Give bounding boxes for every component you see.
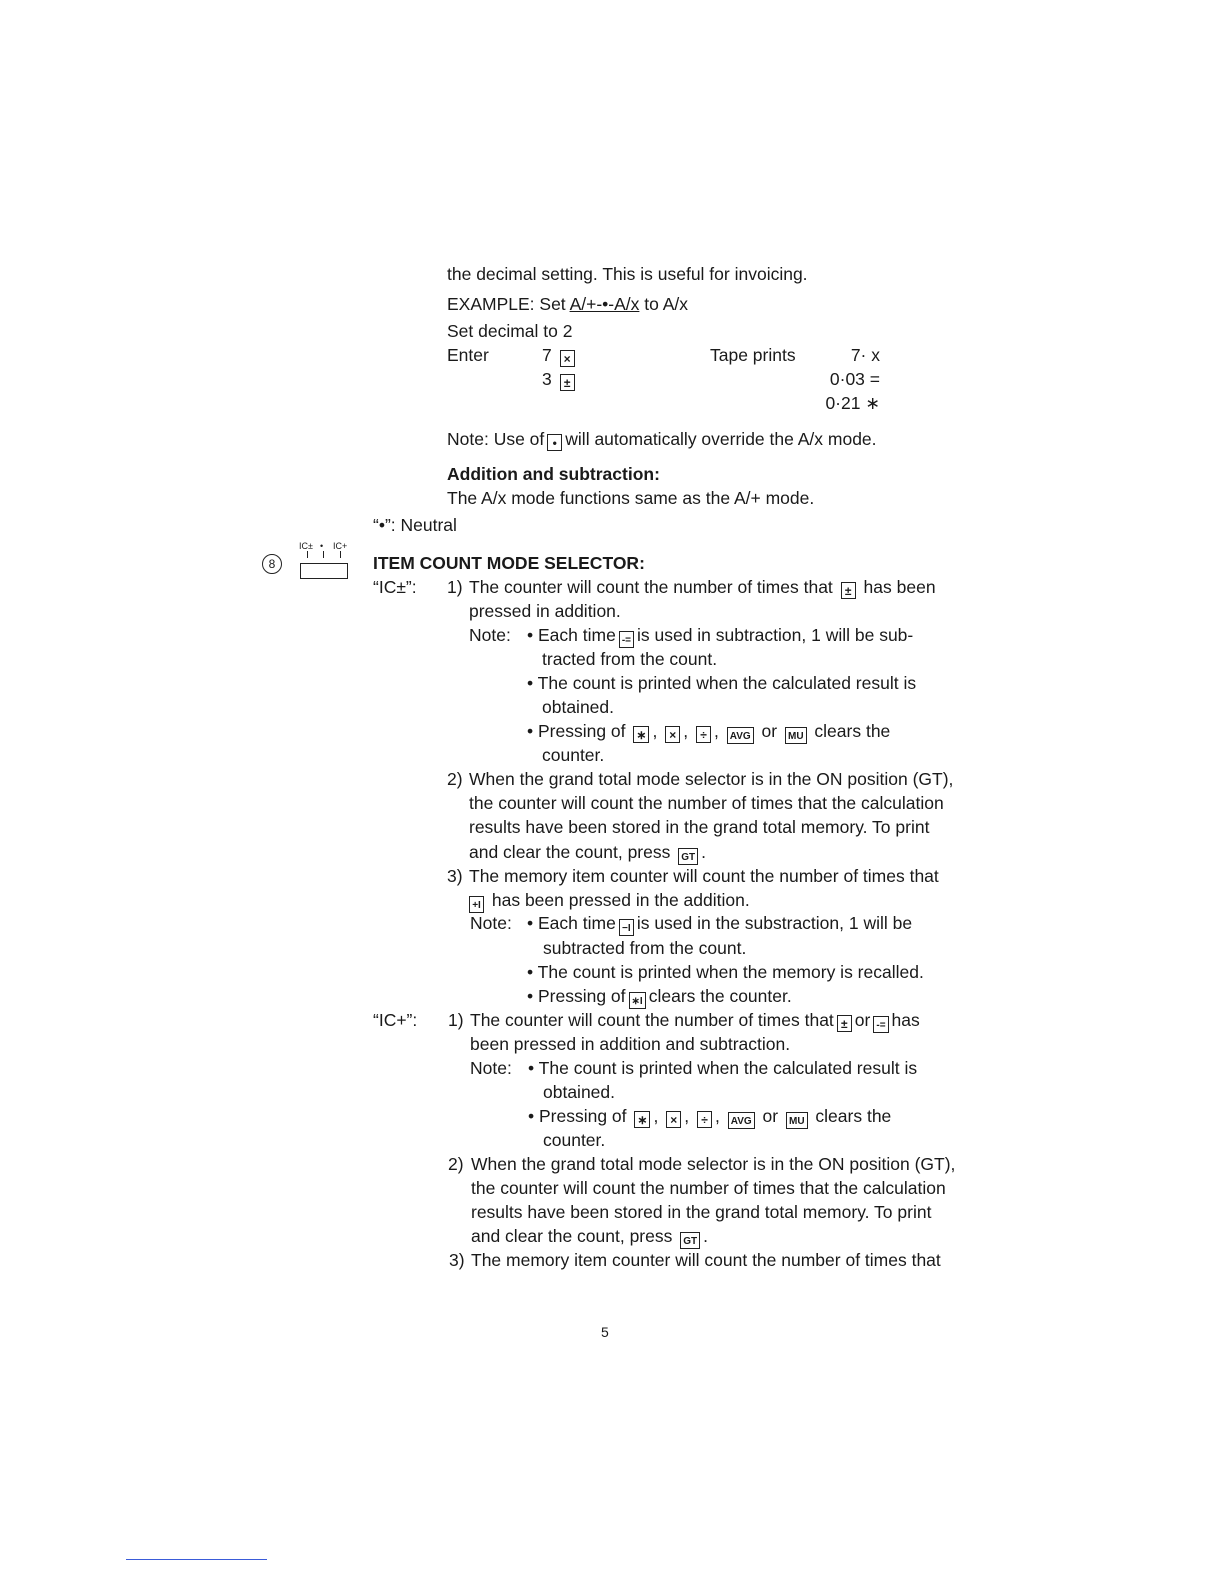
scan-edge-line xyxy=(126,1559,267,1560)
icplus-note-b2-line-2: counter. xyxy=(543,1130,606,1150)
icpm-item-3-num: 3) xyxy=(447,866,463,886)
multiply-key-icon: × xyxy=(665,726,680,743)
icplus-item-1-line-2: been pressed in addition and subtraction. xyxy=(470,1034,791,1054)
icpm-item-2-line-4 xyxy=(469,844,706,865)
icpm-i1-text-a: The counter will count the number of times that xyxy=(469,577,833,597)
example-suffix: to A/x xyxy=(639,294,689,314)
plus-equals-key-icon: ± xyxy=(560,374,575,391)
plus-equals-key-icon: ± xyxy=(841,582,856,599)
intro-line-1: the decimal setting. This is useful for invoicing. xyxy=(447,264,808,284)
decimal-point-key-icon: • xyxy=(547,434,562,451)
mu-key-icon: MU xyxy=(785,727,807,744)
icpm-item-1-line-2: pressed in addition. xyxy=(469,601,621,621)
heading-item-count-selector: ITEM COUNT MODE SELECTOR: xyxy=(373,553,645,573)
example-line xyxy=(447,296,688,314)
neutral-line: “•”: Neutral xyxy=(373,515,457,535)
icpm-b3-text-a: • Pressing of xyxy=(527,721,626,741)
note-dot-override xyxy=(447,431,877,451)
icpm-i1-text-b: has been xyxy=(863,577,936,597)
icpm-b1-text-a: • Each time xyxy=(527,625,616,645)
icpm-note-b1-line-2: tracted from the count. xyxy=(542,649,718,669)
or-word: or xyxy=(761,721,778,741)
icplus-b2-text-b: clears the xyxy=(815,1106,892,1126)
enter-label: Enter xyxy=(447,345,489,365)
set-decimal-line: Set decimal to 2 xyxy=(447,321,573,341)
plus-equals-key-icon: ± xyxy=(837,1015,852,1032)
icpm-item-3-line-2 xyxy=(466,892,750,913)
icpm-item-2-num: 2) xyxy=(447,769,463,789)
icpm-n3-text-f: clears the counter. xyxy=(648,986,792,1006)
or-word: or xyxy=(854,1010,871,1030)
icplus-item-3-line-1: The memory item counter will count the number of times that xyxy=(471,1250,941,1270)
comma: , xyxy=(684,1106,690,1126)
star-key-icon: ∗ xyxy=(633,726,649,743)
icpm-label: “IC±”: xyxy=(373,577,417,597)
comma: , xyxy=(652,721,658,741)
icpm-note-label: Note: xyxy=(469,625,511,645)
avg-key-icon: AVG xyxy=(727,727,754,744)
icpm-i3-text-b: has been pressed in the addition. xyxy=(491,890,750,910)
switch-label-ic-plus: IC+ xyxy=(333,541,348,551)
icpm-note3-b2: • The count is printed when the memory is recalled. xyxy=(527,962,924,982)
switch-tick-2 xyxy=(323,551,324,558)
icplus-item-1-line-1 xyxy=(470,1012,920,1033)
icplus-note-b1-line-2: obtained. xyxy=(543,1082,616,1102)
icpm-n3-text-a: • Each time xyxy=(527,913,616,933)
icpm-note-b2-line-2: obtained. xyxy=(542,697,615,717)
divide-key-icon: ÷ xyxy=(696,726,711,743)
icpm-n3-text-e: • Pressing of xyxy=(527,986,626,1006)
comma: , xyxy=(653,1106,659,1126)
icplus-i2-text-d: and clear the count, press xyxy=(471,1226,673,1246)
comma: , xyxy=(714,1106,720,1126)
minus-equals-key-icon: -= xyxy=(873,1016,888,1033)
icplus-item-3-num: 3) xyxy=(449,1250,465,1270)
period: . xyxy=(701,842,707,862)
icpm-note-b3-line-2: counter. xyxy=(542,745,605,765)
icpm-note3-b1-line-1 xyxy=(527,915,912,936)
memory-plus-key-icon: +I xyxy=(469,896,484,913)
icplus-i1-text-b: has xyxy=(891,1010,920,1030)
icplus-item-2-line-2: the counter will count the number of times that the calculation xyxy=(471,1178,946,1198)
multiply-key-icon: × xyxy=(666,1111,681,1128)
page-number: 5 xyxy=(601,1324,609,1340)
switch-label-ic-pm: IC± xyxy=(299,541,313,551)
icplus-item-2-num: 2) xyxy=(448,1154,464,1174)
icpm-item-1-num: 1) xyxy=(447,577,463,597)
icpm-note-b1-line-1 xyxy=(527,627,913,648)
icplus-note-label: Note: xyxy=(470,1058,512,1078)
icplus-b2-text-a: • Pressing of xyxy=(528,1106,627,1126)
tape-prints-label: Tape prints xyxy=(710,345,796,365)
icpm-item-1-line-1 xyxy=(469,579,936,599)
note-prefix: Note: Use of xyxy=(447,429,545,449)
icpm-note3-label: Note: xyxy=(470,913,512,933)
addsub-text: The A/x mode functions same as the A/+ mode. xyxy=(447,488,815,508)
icplus-note-b2-line-1 xyxy=(528,1108,891,1129)
tape-line-2: 0·03 = xyxy=(829,369,880,389)
gt-key-icon: GT xyxy=(680,1232,700,1249)
divide-key-icon: ÷ xyxy=(697,1111,712,1128)
period: . xyxy=(703,1226,709,1246)
switch-tick-3 xyxy=(340,551,341,558)
tape-line-1: 7· x xyxy=(850,345,880,365)
icplus-label: “IC+”: xyxy=(373,1010,418,1030)
item-number-badge: 8 xyxy=(262,554,282,574)
icpm-n3-text-b: is used in the substraction, 1 will be xyxy=(636,913,913,933)
icplus-item-2-line-4 xyxy=(471,1228,708,1249)
note-suffix: will automatically override the A/x mode. xyxy=(565,429,877,449)
icpm-item-2-line-3: results have been stored in the grand total memory. To print xyxy=(469,817,930,837)
switch-label-dot: • xyxy=(320,541,324,551)
enter-input-1 xyxy=(542,347,578,367)
input-value-2: 3 xyxy=(542,369,552,389)
icpm-item-3-line-1: The memory item counter will count the number of times that xyxy=(469,866,939,886)
icplus-note-b1-line-1: • The count is printed when the calculated result is xyxy=(528,1058,918,1078)
star-key-icon: ∗ xyxy=(634,1111,650,1128)
tape-line-3: 0·21 ∗ xyxy=(825,393,880,413)
icpm-b1-text-b: is used in subtraction, 1 will be sub- xyxy=(636,625,914,645)
example-prefix: EXAMPLE: Set xyxy=(447,294,570,314)
icpm-note3-b1-line-2: subtracted from the count. xyxy=(543,938,747,958)
comma: , xyxy=(713,721,719,741)
multiply-key-icon: × xyxy=(560,350,575,367)
comma: , xyxy=(683,721,689,741)
icpm-note-b3-line-1 xyxy=(527,723,890,744)
mu-key-icon: MU xyxy=(786,1112,808,1129)
icplus-item-2-line-3: results have been stored in the grand total memory. To print xyxy=(471,1202,932,1222)
heading-addition-subtraction: Addition and subtraction: xyxy=(447,464,660,484)
switch-tick-1 xyxy=(307,551,308,558)
icpm-b3-text-b: clears the xyxy=(814,721,891,741)
gt-key-icon: GT xyxy=(678,848,698,865)
icpm-note3-b3 xyxy=(527,988,792,1009)
icplus-item-2-line-1: When the grand total mode selector is in the ON position (GT), xyxy=(471,1154,956,1174)
memory-minus-key-icon: −I xyxy=(619,919,634,936)
avg-key-icon: AVG xyxy=(728,1112,755,1129)
icpm-item-2-line-2: the counter will count the number of times that the calculation xyxy=(469,793,944,813)
selector-switch-icon xyxy=(300,563,348,579)
icpm-i2-text-d: and clear the count, press xyxy=(469,842,671,862)
icplus-i1-text-a: The counter will count the number of times that xyxy=(470,1010,834,1030)
minus-equals-key-icon: -= xyxy=(619,631,634,648)
icpm-note-b2-line-1: • The count is printed when the calculated result is xyxy=(527,673,917,693)
or-word: or xyxy=(762,1106,779,1126)
memory-star-key-icon: ∗I xyxy=(629,992,646,1009)
input-value-1: 7 xyxy=(542,345,552,365)
enter-input-2 xyxy=(542,371,578,391)
example-underlined: A/+-•-A/x xyxy=(569,294,640,314)
icplus-item-1-num: 1) xyxy=(448,1010,464,1030)
icpm-item-2-line-1: When the grand total mode selector is in the ON position (GT), xyxy=(469,769,954,789)
